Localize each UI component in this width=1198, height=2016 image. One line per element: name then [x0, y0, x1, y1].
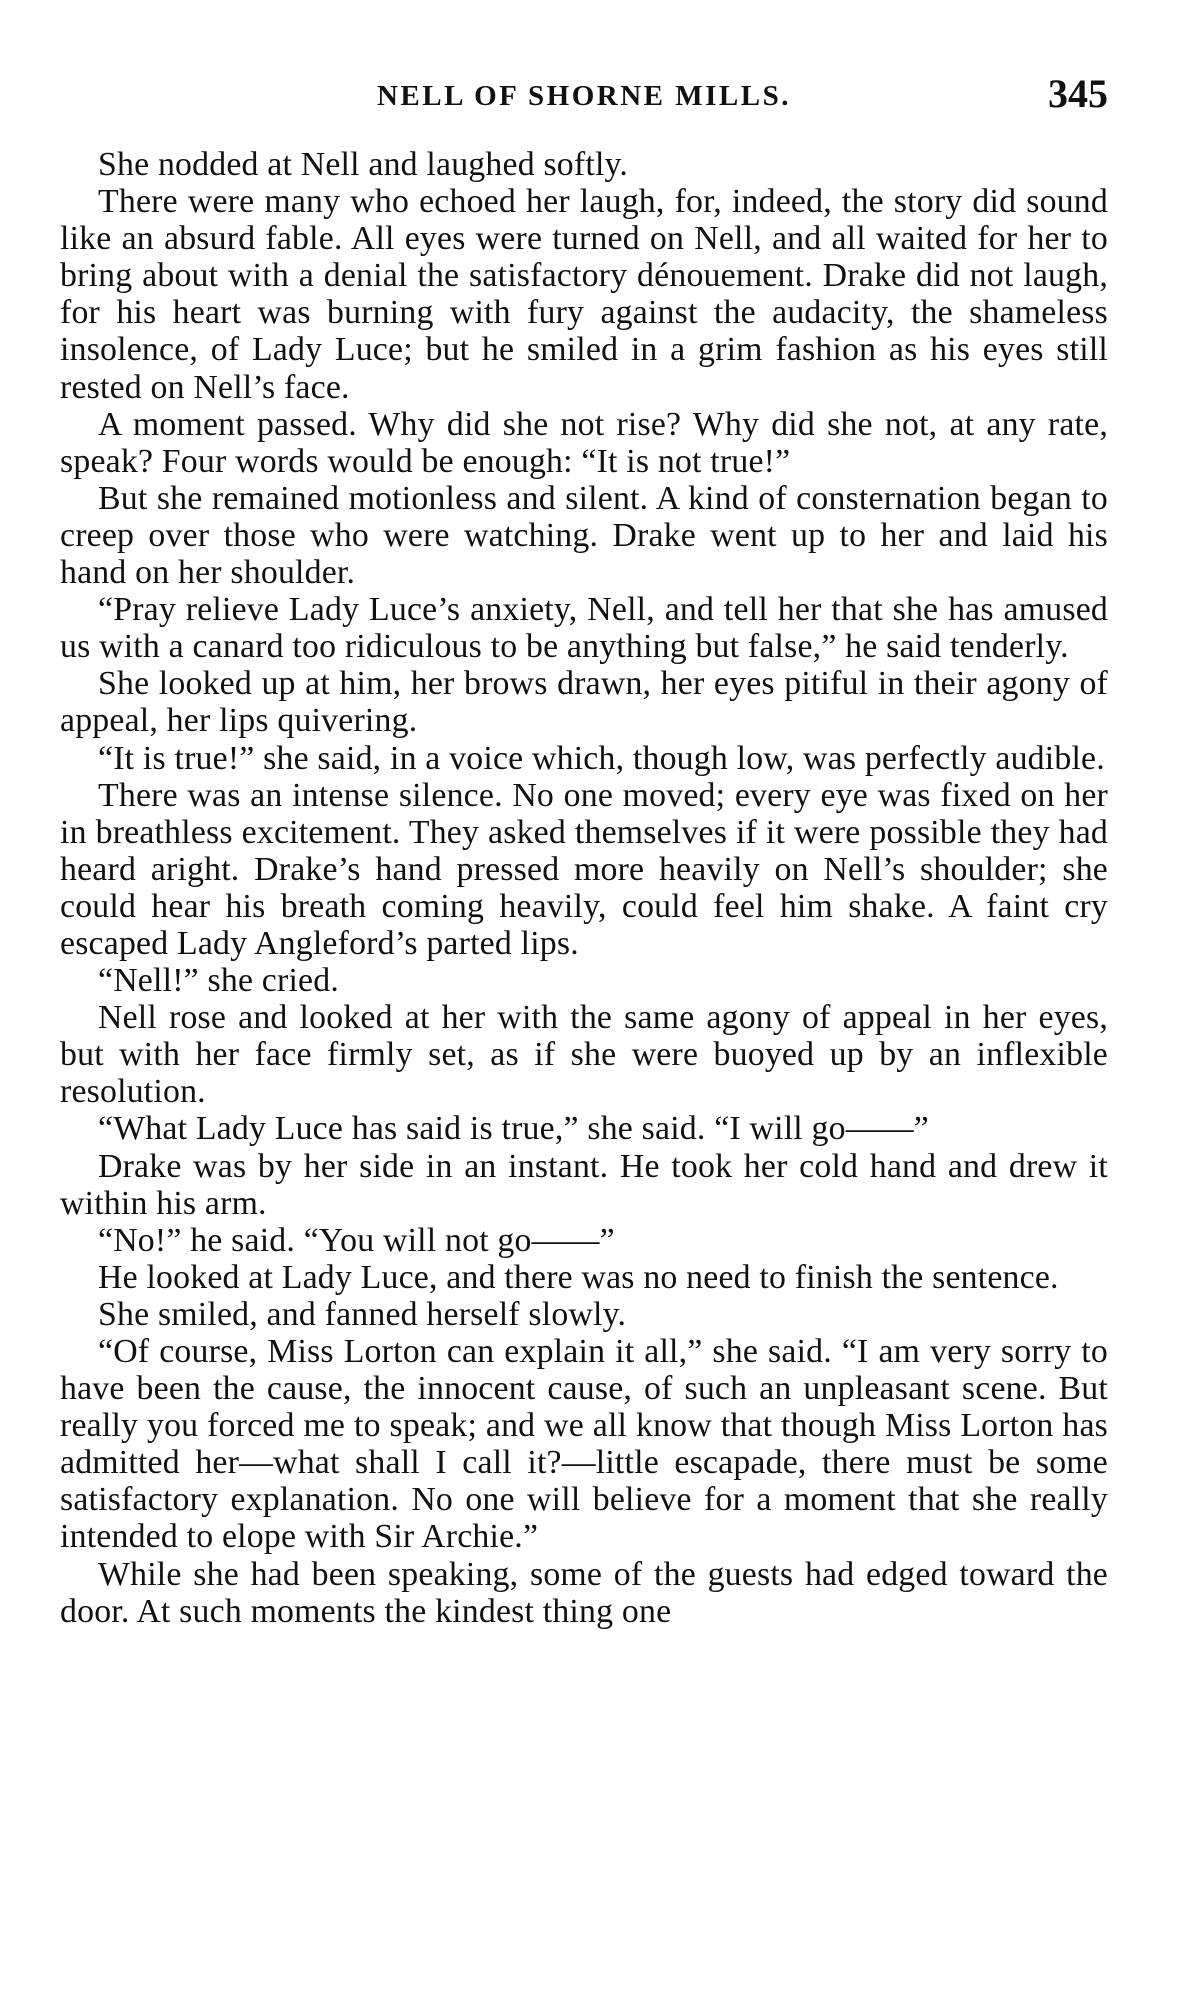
paragraph: Nell rose and looked at her with the same agony of appeal in her eyes, but with her face firmly set, as if she were buoyed up by an inflexible resolution.: [60, 999, 1108, 1111]
paragraph: “Of course, Miss Lorton can explain it all,” she said. “I am very sorry to have been the cause, the innocent cause, of such an unpleasant scene. But really you forced me to speak; and we all know that though Miss Lorton has admitted her—what shall I call it?—little escapade, there must be some satisfactory explanation. No one will believe for a moment that she really intended to elope with Sir Archie.”: [60, 1333, 1108, 1556]
paragraph: A moment passed. Why did she not rise? Why did she not, at any rate, speak? Four words would be enough: “It is not true!”: [60, 405, 1108, 480]
paragraph: She looked up at him, her brows drawn, her eyes pitiful in their agony of appeal, her lips quivering.: [60, 665, 1108, 740]
paragraph: There was an intense silence. No one moved; every eye was fixed on her in breathless excitement. They asked themselves if it were possible they had heard aright. Drake’s hand pressed more heavily on Nell’s shoulder; she could hear his breath coming heavily, could feel him shake. A faint cry escaped Lady Angleford’s parted lips.: [60, 776, 1108, 962]
paragraph: “No!” he said. “You will not go——”: [98, 1221, 615, 1259]
running-head: [60, 70, 1108, 130]
paragraph: Drake was by her side in an instant. He took her cold hand and drew it within his arm.: [60, 1147, 1108, 1222]
paragraph: But she remained motionless and silent. A kind of consternation began to creep over those who were watching. Drake went up to her and laid his hand on her shoulder.: [60, 479, 1108, 592]
paragraph: “Nell!” she cried.: [98, 962, 339, 1000]
paragraph: He looked at Lady Luce, and there was no need to finish the sentence.: [98, 1258, 1059, 1296]
paragraph: She nodded at Nell and laughed softly.: [98, 146, 629, 183]
paragraph: There were many who echoed her laugh, for, indeed, the story did sound like an absurd fable. All eyes were turned on Nell, and all waited for her to bring about with a denial the satisfactory dénouement. Drake did not laugh, for his heart was burning with fury against the audacity, the shameless insolence, of Lady Luce; but he smiled in a grim fashion as his eyes still rested on Nell’s face.: [60, 183, 1108, 406]
running-title: NELL OF SHORNE MILLS.: [376, 80, 791, 112]
paragraph: She smiled, and fanned herself slowly.: [98, 1295, 627, 1333]
paragraph: “It is true!” she said, in a voice which, though low, was perfectly audible.: [98, 739, 1105, 777]
body-text: [60, 146, 1108, 1630]
page-number: 345: [1048, 71, 1108, 116]
paragraph: “What Lady Luce has said is true,” she said. “I will go——”: [98, 1110, 929, 1148]
paragraph: “Pray relieve Lady Luce’s anxiety, Nell, and tell her that she has amused us with a canard too ridiculous to be anything but false,” he said tenderly.: [60, 591, 1108, 666]
paragraph: While she had been speaking, some of the guests had edged toward the door. At such moments the kindest thing one: [60, 1555, 1108, 1630]
book-page: [60, 70, 1108, 1630]
